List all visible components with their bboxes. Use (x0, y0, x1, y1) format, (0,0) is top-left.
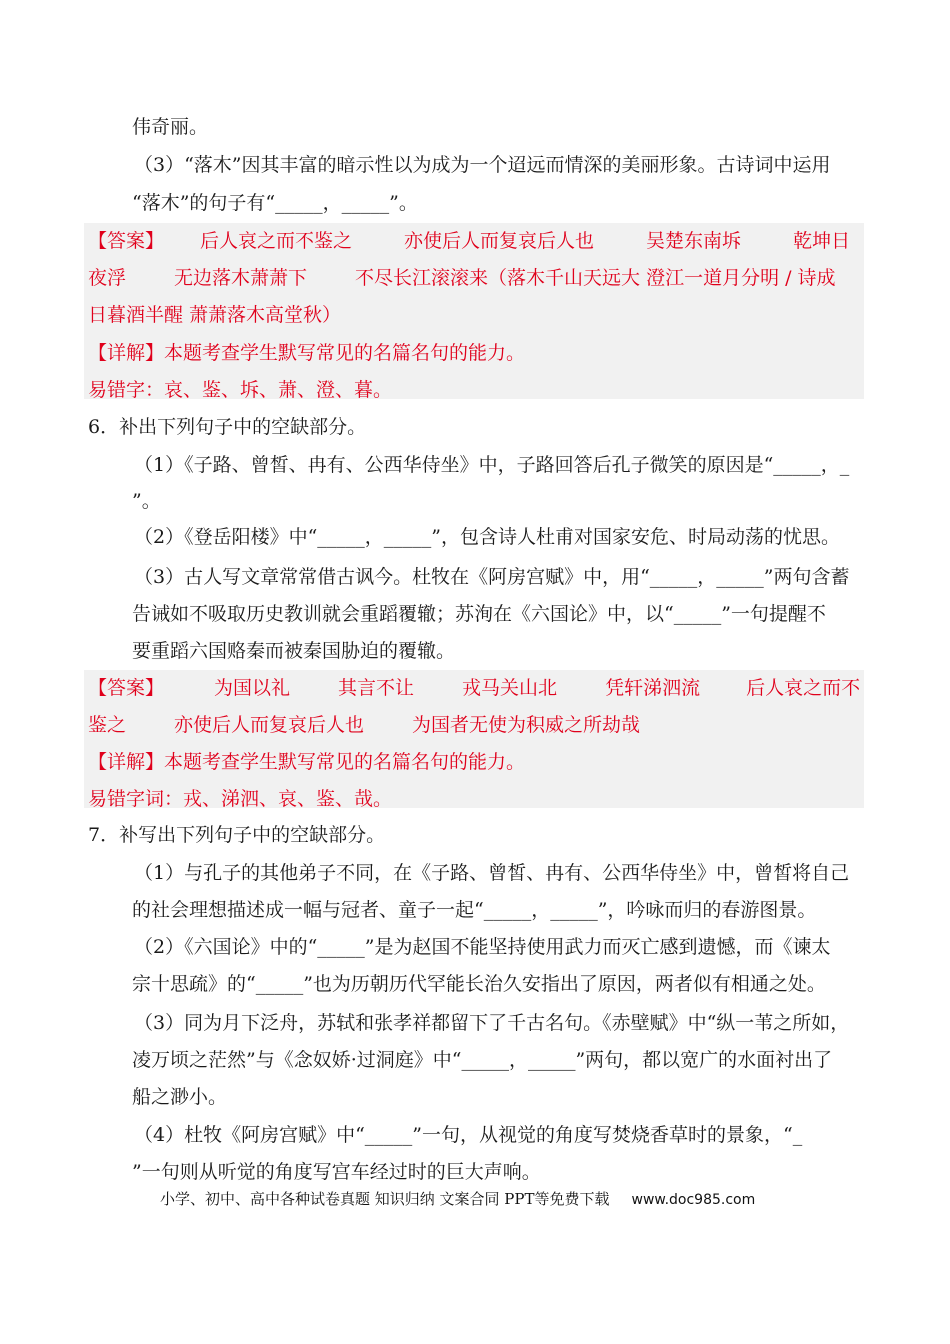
question-7-4-line-2: ”一句则从听觉的角度写宫车经过时的巨大声响。 (132, 1161, 541, 1183)
question-6-title: 6．补出下列句子中的空缺部分。 (88, 416, 367, 438)
detail-6: 【详解】本题考查学生默写常见的名篇名句的能力。 (88, 751, 526, 773)
error-chars-6: 易错字词：戎、涕泗、哀、鉴、哉。 (88, 788, 393, 810)
question-7-3-line-2: 凌万顷之茫然”与《念奴娇·过洞庭》中“_____，_____”两句，都以宽广的水面衬出了 (132, 1049, 833, 1071)
question-6-2: （2）《登岳阳楼》中“_____，_____”，包含诗人杜甫对国家安危、时局动荡的忧思。 (134, 526, 841, 548)
question-7-4-line-1: （4）杜牧《阿房宫赋》中“_____”一句，从视觉的角度写焚烧香草时的景象，“_ (134, 1124, 803, 1146)
answer-item: 后人哀之而不鉴之 (200, 230, 353, 252)
detail-5: 【详解】本题考查学生默写常见的名篇名句的能力。 (88, 342, 526, 364)
question-7-title: 7．补写出下列句子中的空缺部分。 (88, 824, 386, 846)
answer-5-line-2 (88, 265, 836, 291)
question-7-2-line-1: （2）《六国论》中的“_____”是为赵国不能坚持使用武力而灭亡感到遗憾，而《谏太 (134, 936, 831, 958)
answer-item: 鉴之 (88, 714, 127, 736)
answer-5-line-3: 日暮酒半醒 萧萧落木高堂秋） (88, 304, 342, 326)
answer-item: 夜浮 (88, 267, 127, 289)
answer-item: 戎马关山北 (462, 677, 558, 699)
page-footer (160, 1188, 755, 1211)
answer-item: 乾坤日 (793, 230, 851, 252)
answer-item: 吴楚东南坼 (646, 230, 742, 252)
text-line: 伟奇丽。 (132, 116, 209, 138)
answer-item: 亦使后人而复哀后人也 (404, 230, 595, 252)
answer-item: 后人哀之而不 (746, 677, 861, 699)
answer-item: 不尽长江滚滚来（落木千山天远大 澄江一道月分明 / 诗成 (355, 267, 836, 289)
question-6-3-line-1: （3）古人写文章常常借古讽今。杜牧在《阿房宫赋》中，用“_____，_____”两句含蓄 (134, 566, 850, 588)
answer-label: 【答案】 (88, 677, 165, 699)
question-7-1-line-2: 的社会理想描述成一幅与冠者、童子一起“_____，_____”，吟咏而归的春游图景。 (132, 899, 817, 921)
answer-6-line-1 (88, 675, 860, 701)
question-7-3-line-3: 船之渺小。 (132, 1086, 228, 1108)
answer-item: 为国者无使为积威之所劫哉 (412, 714, 641, 736)
answer-item: 无边落木萧萧下 (174, 267, 308, 289)
answer-label: 【答案】 (88, 230, 165, 252)
error-chars-5: 易错字：哀、鉴、坼、萧、澄、暮。 (88, 379, 393, 401)
answer-item: 为国以礼 (214, 677, 291, 699)
question-7-1-line-1: （1）与孔子的其他弟子不同，在《子路、曾皙、冉有、公西华侍坐》中，曾皙将自己 (134, 862, 850, 884)
question-7-3-line-1: （3）同为月下泛舟，苏轼和张孝祥都留下了千古名句。《赤壁赋》中“纵一苇之所如， (134, 1012, 850, 1034)
answer-5-line-1 (88, 228, 850, 254)
answer-item: 其言不让 (338, 677, 415, 699)
question-6-3-line-3: 要重蹈六国赂秦而被秦国胁迫的覆辙。 (132, 640, 456, 662)
question-5-3-line-1: （3）“落木”因其丰富的暗示性以为成为一个迢远而情深的美丽形象。古诗词中运用 (134, 154, 831, 176)
footer-text: 小学、初中、高中各种试卷真题 知识归纳 文案合同 PPT等免费下载 (160, 1190, 610, 1208)
question-6-3-line-2: 告诫如不吸取历史教训就会重蹈覆辙；苏洵在《六国论》中，以“_____”一句提醒不 (132, 603, 826, 625)
footer-site-link[interactable]: www.doc985.com (631, 1192, 756, 1208)
question-7-2-line-2: 宗十思疏》的“_____”也为历朝历代罕能长治久安指出了原因，两者似有相通之处。 (132, 973, 826, 995)
answer-item: 亦使后人而复哀后人也 (174, 714, 365, 736)
question-6-1-line-1: （1）《子路、曾皙、冉有、公西华侍坐》中，子路回答后孔子微笑的原因是“_____，_ (134, 454, 850, 476)
question-5-3-line-2: “落木”的句子有“_____，_____”。 (132, 192, 418, 214)
answer-6-line-2 (88, 712, 640, 738)
question-6-1-line-2: ”。 (132, 490, 161, 512)
answer-item: 凭轩涕泗流 (605, 677, 701, 699)
